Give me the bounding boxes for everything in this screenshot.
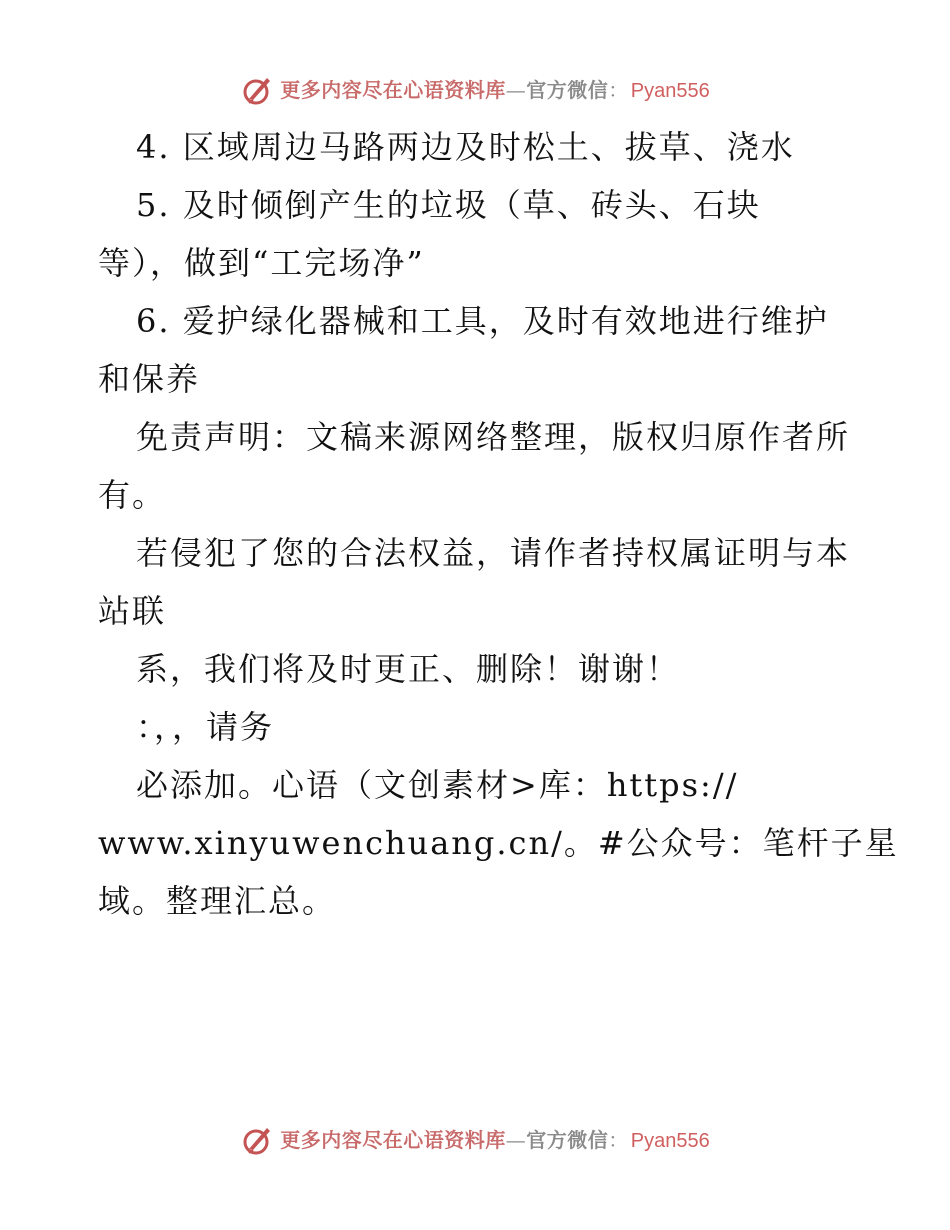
header-watermark-banner [0, 70, 950, 110]
banner-label: 官方微信 [526, 77, 609, 102]
document-line: 有。 [98, 476, 167, 514]
banner-separator: — [505, 1127, 527, 1152]
footer-watermark-banner [0, 1120, 950, 1160]
document-line: 站联 [98, 592, 167, 630]
banner-colon: ： [608, 1127, 629, 1152]
document-line: 5. 及时倾倒产生的垃圾（草、砖头、石块 [136, 186, 761, 224]
banner-colon: ： [608, 77, 629, 102]
document-line: 和保养 [98, 360, 201, 398]
document-line: 等），做到“工完场净” [98, 244, 425, 282]
document-line: 域。整理汇总。 [98, 882, 337, 920]
document-line: www.xinyuwenchuang.cn/。#公众号：笔杆子星 [98, 824, 899, 862]
document-line: 系，我们将及时更正、删除！谢谢！ [136, 650, 681, 688]
banner-wechat-id: Pyan556 [630, 1129, 710, 1152]
banner-separator: — [505, 77, 527, 102]
banner-label: 官方微信 [526, 1127, 609, 1152]
document-line: 4. 区域周边马路两边及时松土、拔草、浇水 [136, 128, 795, 166]
document-line: 免责声明：文稿来源网络整理，版权归原作者所 [136, 418, 851, 456]
banner-text [280, 77, 710, 102]
quill-circle-icon [240, 73, 274, 107]
quill-circle-icon [240, 1123, 274, 1157]
banner-text [280, 1127, 710, 1152]
banner-main-text: 更多内容尽在心语资料库 [280, 1127, 506, 1152]
banner-wechat-id: Pyan556 [630, 79, 710, 102]
document-line: 必添加。心语（文创素材>库：https:// [136, 766, 739, 804]
document-body [98, 118, 899, 930]
document-line: 6. 爱护绿化器械和工具，及时有效地进行维护 [136, 302, 829, 340]
banner-main-text: 更多内容尽在心语资料库 [280, 77, 506, 102]
document-line: ：，，请务 [136, 708, 275, 746]
document-line: 若侵犯了您的合法权益，请作者持权属证明与本 [136, 534, 851, 572]
